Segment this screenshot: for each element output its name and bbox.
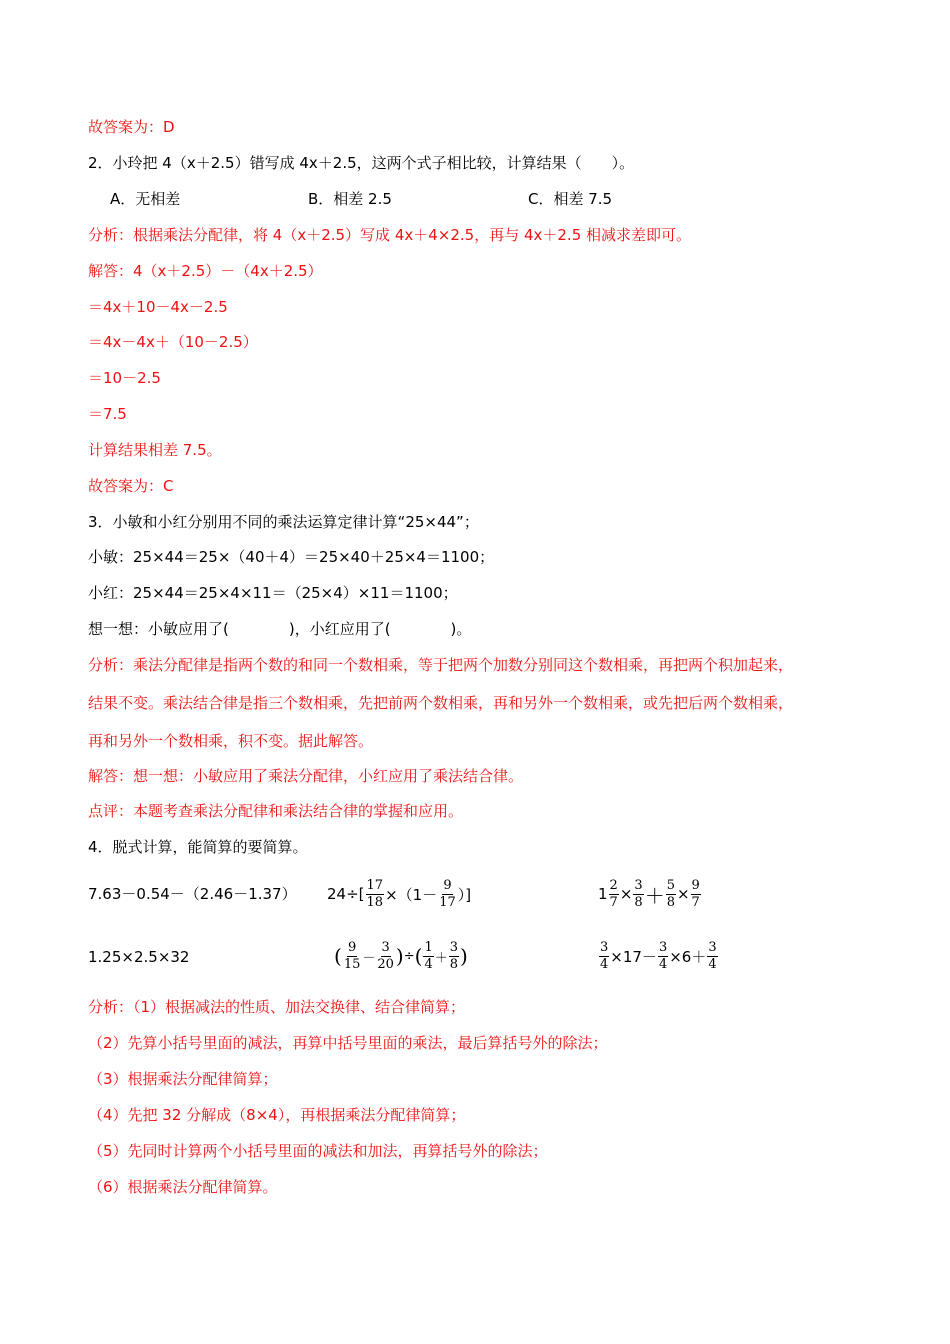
q3-think: 想一想：小敏应用了( )，小红应用了( )。 — [88, 620, 472, 638]
q3-analysis-line: 分析：乘法分配律是指两个数的和同一个数相乘，等于把两个加数分别同这个数相乘，再把两个积加起来， — [88, 656, 794, 674]
q4-analysis-line: （3）根据乘法分配律简算； — [88, 1070, 278, 1088]
fraction: $\frac{9}{15}$ — [343, 939, 361, 972]
q4-stem: 4．脱式计算，能简算的要简算。 — [88, 838, 308, 856]
fraction: $\frac{5}{8}$ — [666, 877, 675, 910]
q3-xiaohong: 小红：25×44＝25×4×11＝（25×4）×11＝1100； — [88, 584, 458, 602]
q3-stem: 3．小敏和小红分别用不同的乘法运算定律计算“25×44”； — [88, 513, 479, 531]
fraction: $\frac{2}{7}$ — [609, 877, 618, 910]
q4-analysis-line: 分析：（1）根据减法的性质、加法交换律、结合律简算； — [88, 998, 466, 1016]
q4-analysis-line: （5）先同时计算两个小括号里面的减法和加法，再算括号外的除法； — [88, 1142, 548, 1160]
q2-stem: 2．小玲把 4（x＋2.5）错写成 4x＋2.5，这两个式子相比较，计算结果（ ）。 — [88, 154, 635, 172]
q2-analysis: 分析：根据乘法分配律，将 4（x＋2.5）写成 4x＋4×2.5，再与 4x＋2.5 相减求差即可。 — [88, 226, 692, 244]
expression-4: 1.25×2.5×32 — [88, 948, 190, 966]
q4-analysis-line: （4）先把 32 分解成（8×4），再根据乘法分配律简算； — [88, 1106, 466, 1124]
expression-6: $\frac{3}{4}$ ×17－ $\frac{3}{4}$ ×6＋ $\frac{3}{4}$ — [600, 939, 717, 972]
q3-comment: 点评：本题考查乘法分配律和乘法结合律的掌握和应用。 — [88, 802, 464, 820]
fraction: $\frac{3}{4}$ — [708, 939, 717, 972]
q3-analysis-line: 结果不变。乘法结合律是指三个数相乘，先把前两个数相乘，再和另外一个数相乘，或先把后两个数相乘， — [88, 694, 794, 712]
q3-xiaomin: 小敏：25×44＝25×（40＋4）＝25×40＋25×4＝1100； — [88, 548, 495, 566]
fraction: $\frac{9}{17}$ — [439, 877, 456, 910]
q2-answer: 故答案为：C — [88, 477, 174, 495]
fraction: $\frac{3}{8}$ — [449, 939, 459, 972]
q4-analysis-line: （6）根据乘法分配律简算。 — [88, 1178, 278, 1196]
fraction: $\frac{3}{4}$ — [600, 939, 609, 972]
q2-solution-line: ＝10－2.5 — [88, 369, 161, 387]
expression-2: 24÷[ $\frac{17}{18}$ ×（1－ $\frac{9}{17}$ ）] — [327, 877, 472, 910]
expression-5: ( $\frac{9}{15}$ － $\frac{3}{20}$ ) ÷ ( $\frac{1}{4}$ ＋ $\frac{3}{8}$ ) — [334, 939, 468, 972]
expression-3: 1 $\frac{2}{7}$ × $\frac{3}{8}$ ＋ $\frac{5}{8}$ × $\frac{9}{7}$ — [598, 877, 700, 910]
q3-solution: 解答：想一想：小敏应用了乘法分配律，小红应用了乘法结合律。 — [88, 767, 524, 785]
expression-1: 7.63－0.54－（2.46－1.37） — [88, 885, 297, 903]
q2-solution-line: 计算结果相差 7.5。 — [88, 441, 222, 459]
q2-solution-line: 解答：4（x＋2.5）－（4x＋2.5） — [88, 262, 323, 280]
q2-solution-line: ＝7.5 — [88, 405, 127, 423]
fraction: $\frac{9}{7}$ — [691, 877, 700, 910]
q3-analysis-line: 再和另外一个数相乘，积不变。据此解答。 — [88, 732, 374, 750]
q2-solution-line: ＝4x－4x＋（10－2.5） — [88, 333, 258, 351]
fraction: $\frac{3}{20}$ — [377, 939, 394, 972]
q2-solution-line: ＝4x＋10－4x－2.5 — [88, 298, 228, 316]
q4-analysis-line: （2）先算小括号里面的减法，再算中括号里面的乘法，最后算括号外的除法； — [88, 1034, 608, 1052]
fraction: $\frac{3}{4}$ — [658, 939, 668, 972]
q2-option-a: A．无相差 — [110, 190, 181, 208]
q2-option-b: B．相差 2.5 — [308, 190, 392, 208]
q1-answer: 故答案为：D — [88, 118, 175, 136]
q2-option-c: C．相差 7.5 — [528, 190, 613, 208]
fraction: $\frac{3}{8}$ — [634, 877, 643, 910]
fraction: $\frac{17}{18}$ — [366, 877, 384, 910]
fraction: $\frac{1}{4}$ — [424, 939, 433, 972]
